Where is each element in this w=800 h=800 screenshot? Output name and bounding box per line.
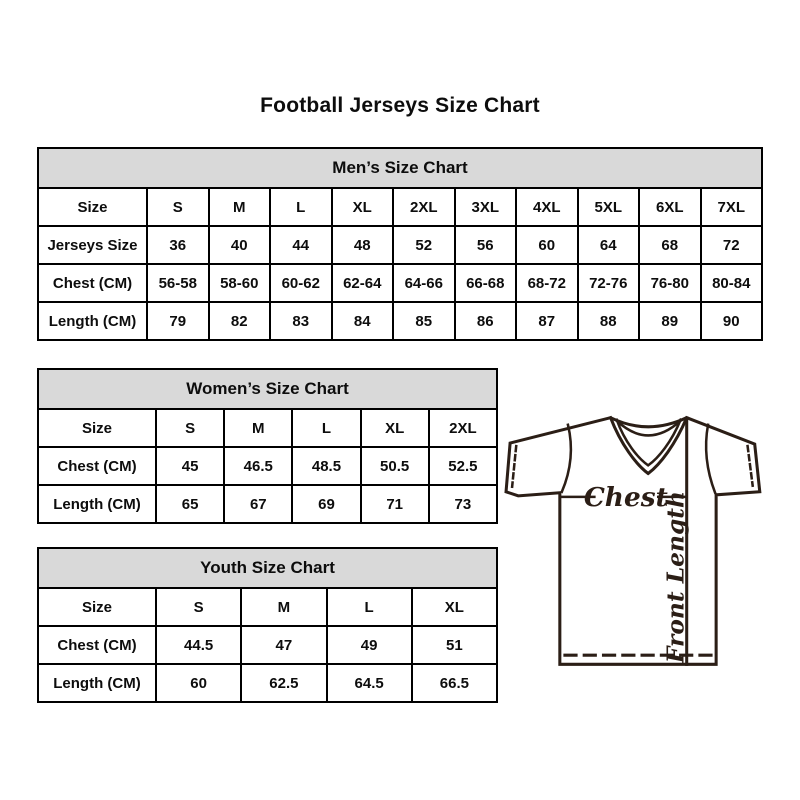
value-cell: 88: [578, 302, 640, 340]
value-cell: XL: [412, 588, 497, 626]
value-cell: 69: [292, 485, 360, 523]
value-cell: M: [209, 188, 271, 226]
page-title: Football Jerseys Size Chart: [260, 94, 540, 117]
value-cell: 60-62: [270, 264, 332, 302]
jersey-measurement-diagram: [503, 411, 775, 671]
table-row: [38, 188, 762, 226]
row-label-cell: Size: [38, 188, 147, 226]
value-cell: 82: [209, 302, 271, 340]
row-label-cell: Size: [38, 588, 156, 626]
value-cell: 66.5: [412, 664, 497, 702]
value-cell: 76-80: [639, 264, 701, 302]
value-cell: 79: [147, 302, 209, 340]
value-cell: 56: [455, 226, 517, 264]
table-row: [38, 226, 762, 264]
value-cell: 64.5: [327, 664, 412, 702]
value-cell: 2XL: [429, 409, 497, 447]
table-row: [38, 588, 497, 626]
right-cuff-dash-icon: [748, 446, 753, 486]
value-cell: 72-76: [578, 264, 640, 302]
value-cell: 47: [241, 626, 326, 664]
value-cell: L: [270, 188, 332, 226]
value-cell: 48.5: [292, 447, 360, 485]
value-cell: 86: [455, 302, 517, 340]
value-cell: XL: [332, 188, 394, 226]
mens-size-table: [37, 147, 763, 341]
table-row: [38, 447, 497, 485]
value-cell: 71: [361, 485, 429, 523]
value-cell: 7XL: [701, 188, 763, 226]
value-cell: 48: [332, 226, 394, 264]
value-cell: 85: [393, 302, 455, 340]
value-cell: 4XL: [516, 188, 578, 226]
value-cell: 60: [516, 226, 578, 264]
left-cuff-dash-icon: [512, 446, 516, 487]
row-label-cell: Size: [38, 409, 156, 447]
value-cell: 58-60: [209, 264, 271, 302]
table-section-header: Men’s Size Chart: [38, 148, 762, 188]
value-cell: M: [224, 409, 292, 447]
value-cell: S: [156, 588, 241, 626]
table-section-header: Women’s Size Chart: [38, 369, 497, 409]
front-length-label: Front Length: [661, 490, 690, 664]
right-armhole-seam-icon: [706, 425, 715, 493]
value-cell: 56-58: [147, 264, 209, 302]
value-cell: 62-64: [332, 264, 394, 302]
value-cell: 68-72: [516, 264, 578, 302]
value-cell: 44: [270, 226, 332, 264]
value-cell: 90: [701, 302, 763, 340]
chest-label: Chest: [583, 481, 668, 513]
jersey-outline-icon: [506, 418, 760, 665]
table-row: [38, 264, 762, 302]
value-cell: 40: [209, 226, 271, 264]
row-label-cell: Jerseys Size: [38, 226, 147, 264]
row-label-cell: Length (CM): [38, 485, 156, 523]
value-cell: 83: [270, 302, 332, 340]
value-cell: 52.5: [429, 447, 497, 485]
value-cell: 60: [156, 664, 241, 702]
value-cell: 66-68: [455, 264, 517, 302]
value-cell: S: [147, 188, 209, 226]
table-row: [38, 664, 497, 702]
value-cell: XL: [361, 409, 429, 447]
value-cell: 50.5: [361, 447, 429, 485]
value-cell: 89: [639, 302, 701, 340]
value-cell: 80-84: [701, 264, 763, 302]
value-cell: 2XL: [393, 188, 455, 226]
value-cell: M: [241, 588, 326, 626]
value-cell: 46.5: [224, 447, 292, 485]
youth-size-table: [37, 547, 498, 703]
value-cell: 84: [332, 302, 394, 340]
value-cell: 44.5: [156, 626, 241, 664]
value-cell: 65: [156, 485, 224, 523]
value-cell: 45: [156, 447, 224, 485]
value-cell: 49: [327, 626, 412, 664]
value-cell: L: [327, 588, 412, 626]
left-armhole-seam-icon: [562, 425, 571, 492]
value-cell: 64: [578, 226, 640, 264]
value-cell: 64-66: [393, 264, 455, 302]
womens-size-table: [37, 368, 498, 524]
table-row: [38, 409, 497, 447]
row-label-cell: Length (CM): [38, 302, 147, 340]
value-cell: 52: [393, 226, 455, 264]
table-section-header: Youth Size Chart: [38, 548, 497, 588]
value-cell: 87: [516, 302, 578, 340]
table-row: [38, 302, 762, 340]
table-row: [38, 485, 497, 523]
row-label-cell: Length (CM): [38, 664, 156, 702]
value-cell: 67: [224, 485, 292, 523]
value-cell: 73: [429, 485, 497, 523]
table-row: [38, 626, 497, 664]
row-label-cell: Chest (CM): [38, 447, 156, 485]
value-cell: S: [156, 409, 224, 447]
value-cell: 6XL: [639, 188, 701, 226]
value-cell: L: [292, 409, 360, 447]
value-cell: 3XL: [455, 188, 517, 226]
value-cell: 68: [639, 226, 701, 264]
value-cell: 72: [701, 226, 763, 264]
row-label-cell: Chest (CM): [38, 626, 156, 664]
row-label-cell: Chest (CM): [38, 264, 147, 302]
value-cell: 62.5: [241, 664, 326, 702]
value-cell: 5XL: [578, 188, 640, 226]
value-cell: 51: [412, 626, 497, 664]
value-cell: 36: [147, 226, 209, 264]
